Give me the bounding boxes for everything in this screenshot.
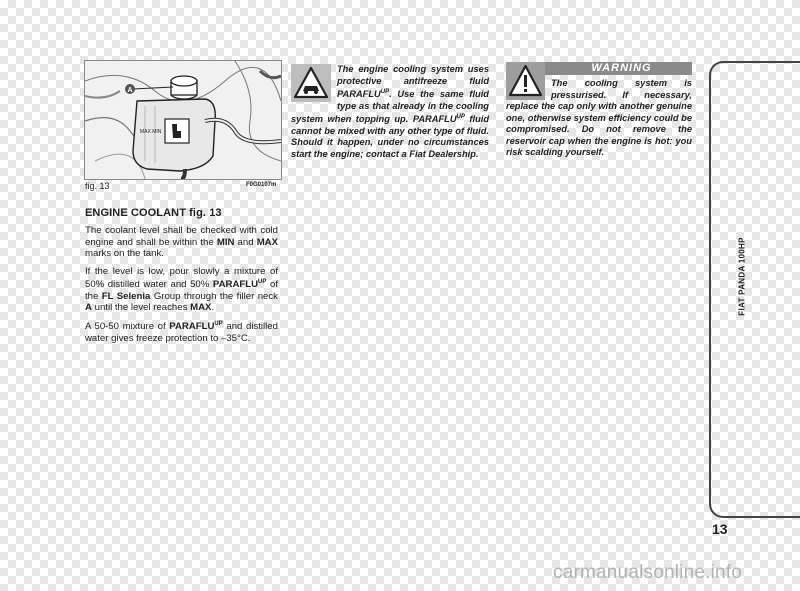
exclamation-warning-icon	[506, 62, 545, 100]
coolant-tank-illustration	[85, 61, 281, 179]
callout-a-label: A	[127, 87, 133, 94]
warning-text: The cooling system is pressurised. If necessary, replace the cap only with another genuine one, otherwise system efficiency could be compromised. Do not remove the reservoir cap when the engine is hot: you risk scalding yourself.	[506, 78, 692, 157]
paragraph-topping-up: If the level is low, pour slowly a mixture of 50% distilled water and 50% $PARAFLU^{UP}$ of the FL Selenia Group through the filler neck A until the level reaches MAX.	[85, 265, 278, 314]
figure-caption: fig. 13	[85, 181, 110, 191]
section-heading: ENGINE COOLANT fig. 13	[85, 207, 222, 219]
watermark: carmanualsonline.info	[553, 562, 743, 583]
engine-coolant-figure	[84, 60, 282, 180]
paragraph-freeze-protection: A 50-50 mixture of $PARAFLU^{UP}$ and distilled water gives freeze protection to –35°C.	[85, 321, 278, 345]
paragraph-check-level: The coolant level shall be checked with cold engine and shall be within the MIN and MAX marks on the tank.	[85, 225, 279, 260]
antifreeze-note	[291, 64, 489, 160]
warning-box	[506, 62, 692, 159]
engine-coolant-section	[85, 208, 278, 350]
figure-code: F0G0107m	[246, 182, 277, 188]
svg-text:MAX MIN: MAX MIN	[140, 129, 162, 135]
chapter-tab-label: FIAT PANDA 100HP	[737, 237, 747, 316]
page-number: 13	[712, 521, 728, 537]
car-warning-icon	[291, 64, 331, 102]
antifreeze-note-text: The engine cooling system uses protective antifreeze fluid $PARAFLU^{UP}$. Use the same fluid type as that already in the cooling system when topping up. $PARAFLU^{UP}$ fluid cannot be mixed with any other type of fluid. Should it happen, under no circumstances start the engine; contact a Fiat Dealership.	[291, 64, 490, 159]
warning-banner: WARNING	[506, 62, 692, 75]
chapter-tab	[709, 61, 800, 518]
